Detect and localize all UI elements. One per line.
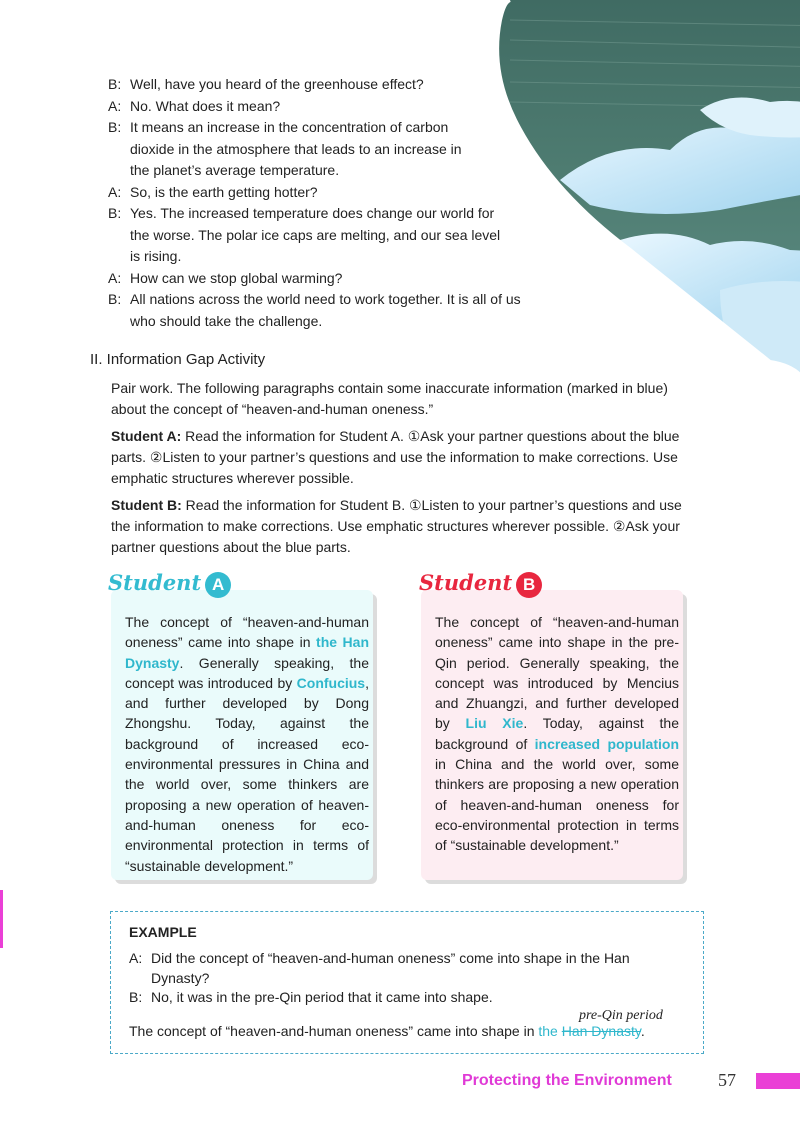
dialogue-text: It means an increase in the concentration of carbon dioxide in the atmosphere that leads to an increase in the planet’s average temperature. [130,119,462,178]
student-b-paragraph [435,612,679,856]
speaker: B: [129,989,143,1005]
final-the: the [538,1023,562,1039]
student-a-instructions [111,426,696,489]
dialogue-text: Yes. The increased temperature does change our world for the worse. The polar ice caps are melting, and our sea level is rising. [130,205,501,264]
student-a-card [111,590,373,880]
final-prefix: The concept of “heaven-and-human oneness” came into shape in [129,1023,539,1039]
student-a-text: Read the information for Student A. ①Ask your partner questions about the blue parts. ②Listen to your partner’s questions and use the information to make corrections. Use emphatic structures wherever possible. [111,428,680,486]
dialogue-text: All nations across the world need to work together. It is all of us who should take the challenge. [130,291,521,329]
dialogue-text: No. What does it mean? [130,97,281,114]
activity-instructions [111,378,696,564]
dialogue-text: How can we stop global warming? [130,269,343,286]
section-heading: II. Information Gap Activity [90,351,266,368]
blue-highlight: the Han Dynasty [125,634,369,671]
speaker: B: [108,205,122,221]
dialogue-line [108,96,528,118]
student-b-badge: B [516,572,542,598]
card-text: The concept of “heaven-and-human oneness” came into shape in the pre-Qin period. Generally speaking, the concept was introduced by Mencius and Zhuangzi, and further developed by [435,614,679,732]
instructions-text: Pair work. The following paragraphs contain some inaccurate information (marked in blue) about the concept of “heaven-and-human oneness.” [111,380,668,417]
correction-note: pre-Qin period [579,1008,663,1023]
example-dialogue [129,949,689,1008]
struck-text: Han Dynasty [561,1023,641,1039]
student-a-paragraph [125,612,369,876]
card-text: The concept of “heaven-and-human oneness” came into shape in [125,614,369,651]
student-b-text: Read the information for Student B. ①Listen to your partner’s questions and use the information to make corrections. Use emphatic structures wherever possible. ②Ask your partner questions about the blue parts. [111,497,682,555]
blue-highlight: Confucius [296,674,366,691]
student-a-label: Student A: [111,428,182,444]
example-text: No, it was in the pre-Qin period that it came into shape. [151,989,493,1005]
student-b-title [419,570,542,598]
dialogue-line [108,182,528,204]
student-b-card [421,590,683,880]
example-line [129,988,689,1008]
dialogue-line [108,74,528,96]
footer-bar [756,1073,800,1089]
speaker: A: [129,950,143,966]
example-box [110,911,704,1054]
example-text: Did the concept of “heaven-and-human oneness” come into shape in the Han Dynasty? [151,950,630,986]
dialogue-line [108,289,528,332]
card-text: . Generally speaking, the concept was introduced by [125,654,369,691]
dialogue-text: So, is the earth getting hotter? [130,183,318,200]
speaker: A: [108,97,122,114]
dialogue-line [108,268,528,290]
footer-unit-title: Protecting the Environment [462,1072,672,1089]
blue-highlight: Liu Xie [465,715,524,732]
dialogue-text: Well, have you heard of the greenhouse effect? [130,76,424,92]
dialogue [108,74,528,332]
margin-marker [0,890,3,948]
example-title: EXAMPLE [129,924,197,940]
speaker: B: [108,119,122,135]
speaker: A: [108,269,122,286]
title-text: Student [419,570,513,595]
example-corrected-sentence [129,1023,645,1039]
example-line [129,949,689,988]
speaker: A: [108,183,122,200]
student-b-instructions [111,495,696,558]
dialogue-line [108,117,528,182]
blue-highlight: increased population [534,735,679,752]
student-b-label: Student B: [111,497,182,513]
card-text: . Today, against the background of [435,715,680,752]
card-text: in China and the world over, some thinkers are proposing a new operation of heaven-and-human oneness for eco-environmental protection in terms of “sustainable development.” [435,756,679,854]
title-text: Student [108,570,202,595]
final-suffix: . [640,1023,645,1039]
page-number: 57 [718,1070,736,1090]
student-a-title [108,570,231,598]
dialogue-line [108,203,528,268]
card-text: , and further developed by Dong Zhongshu. Today, against the background of increased eco-environmental pressures in China and the world over, some thinkers are proposing a new operation of heaven-and-human oneness for eco-environmental protection in terms of “sustainable development.” [125,674,369,874]
student-a-badge: A [205,572,231,598]
speaker: B: [108,76,122,92]
speaker: B: [108,291,122,307]
